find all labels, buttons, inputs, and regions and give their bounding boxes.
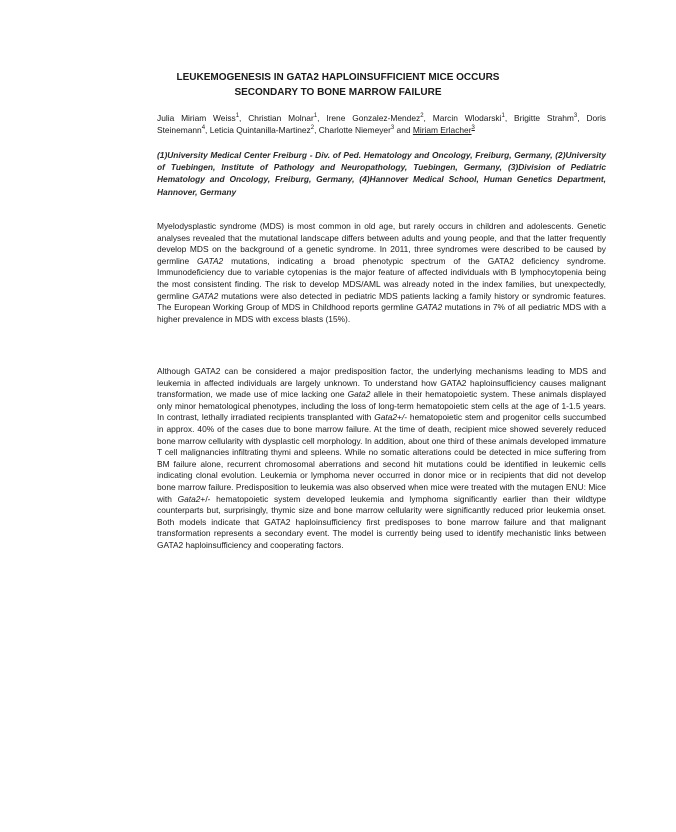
author-affiliation-mark: 3 (471, 125, 475, 132)
gene-name: GATA2 (192, 290, 219, 301)
presenting-author-name: Miriam Erlacher (412, 125, 472, 135)
paragraph-text: mutations were also detected in pediatric MDS patients lacking a family history or syndromic features. The European Working Group of MDS in Childhood reports germline (157, 290, 607, 313)
paragraph-text: mutations in 7% of all pediatric MDS with a higher prevalence in MDS with excess blasts (15%). (157, 302, 606, 324)
author-name: Irene Gonzalez-Mendez (326, 113, 421, 123)
author-name: Marcin Wlodarski (432, 113, 502, 123)
author-affiliation-mark: 2 (420, 113, 424, 120)
gene-name: Gata2 (177, 493, 201, 504)
gene-name: Gata2+/- (374, 412, 408, 423)
gene-name: GATA2 (415, 302, 443, 313)
paragraph-text: hematopoietic stem and progenitor cells succumbed in approx. 40% of the cases due to bone marrow failure. At the time of death, recipient mice showed severely reduced bone marrow cellularity with dysplastic cell morphology. In addition, about one third of these animals developed immature T cell malignancies infiltrating thymi and spleens. While no somatic alterations could be detected in mice suffering from BM failure alone, recurrent chromosomal aberrations and second hit mutations could be identified in leukemic cells indicating clonal evolution. Leukemia or lymphoma never occurred in donor mice or in recipients that did not develop bone marrow failure. Predisposition to leukemia was also observed when mice were treated with the mutagen ENU: Mice with (157, 412, 606, 504)
author-affiliation-mark: 2 (310, 125, 315, 132)
author-affiliation-mark: 4 (201, 125, 206, 132)
author-conjunction: and (396, 125, 411, 135)
author-affiliation-mark: 1 (235, 113, 240, 120)
author-name: Leticia Quintanilla-Martinez (209, 125, 311, 135)
author-affiliation-mark: 1 (313, 113, 318, 120)
author-name: Christian Molnar (248, 113, 314, 123)
author-affiliation-mark: 1 (501, 113, 505, 120)
author-name: Brigitte Strahm (514, 113, 574, 123)
gene-name: GATA2 (197, 255, 224, 266)
paragraph-text: allele in their hematopoietic system. These animals displayed only minor hematological phenotypes, including the loss of long-term hematopoietic stem cells at the age of 1-1.5 years. In contrast, lethally irradiated recipients transplanted with (157, 389, 607, 423)
author-list: Julia Miriam Weiss$^1$, Christian Molnar$^1$, Irene Gonzalez-Mendez$^2$, Marcin Wlodarski$^1$, Brigitte Strahm$^3$, Doris Steinemann$^4$, Leticia Quintanilla-Martinez$^2$, Charlotte Niemeyer$^3$ and Miriam Erlacher$^3$ (157, 113, 606, 135)
paragraph-text: Myelodysplastic syndrome (MDS) is most common in old age, but rarely occurs in children and adolescents. Genetic analyses revealed that the mutational landscape differs between adults and young people, and that the latter frequently develop MDS on the background of a genetic syndrome. In 2011, three syndromes were described to be caused by germline (157, 221, 606, 266)
gene-name: Gata2 (347, 389, 371, 400)
author-name: Charlotte Niemeyer (318, 125, 391, 135)
abstract-paragraph-2 (157, 366, 606, 552)
abstract-title: LEUKEMOGENESIS IN GATA2 HAPLOINSUFFICIENT MICE OCCURS SECONDARY TO BONE MARROW FAILURE (176, 72, 500, 98)
paragraph-text: mutations, indicating a broad phenotypic spectrum of the GATA2 deficiency syndrome. Immunodeficiency due to variable cytopenias is the major feature of affected individuals with B lymphocytopenia being the most consistent finding. The risk to develop MDS/AML was already noted in the index families, but unexpectedly, germline (157, 255, 607, 301)
author-affiliation-mark: 3 (390, 125, 395, 132)
author-affiliation-mark: 3 (573, 113, 578, 120)
paragraph-text: Although GATA2 can be considered a major predisposition factor, the underlying mechanisms leading to MDS and leukemia in affected individuals are largely unknown. To understand how GATA2 haploinsufficiency causes malignant transformation, we made use of mice lacking one (157, 366, 606, 400)
abstract-paragraph-1 (157, 221, 606, 325)
author-name: Julia Miriam Weiss (157, 113, 236, 123)
affiliations: (1)University Medical Center Freiburg - Div. of Ped. Hematology and Oncology, Freiburg, Germany, (2)University of Tuebingen, Institute of Pathology and Neuropathology, Tuebingen, Germany, (3)Division of Pediatric Hematology and Oncology, Freiburg, Germany, (4)Hannover Medical School, Human Genetics Department, Hannover, Germany (157, 150, 606, 197)
paragraph-text: +/- hematopoietic system developed leukemia and lymphoma significantly earlier than their wildtype counterparts but, surprisingly, thymic size and bone marrow cellularity were significantly reduced prior leukemia onset. Both models indicate that GATA2 haploinsufficiency first predisposes to bone marrow failure and that malignant transformation represents a secondary event. The model is currently being used to identify mechanistic links between GATA2 haploinsufficiency and cooperating factors. (157, 493, 606, 550)
author-name: Doris Steinemann (157, 113, 606, 135)
